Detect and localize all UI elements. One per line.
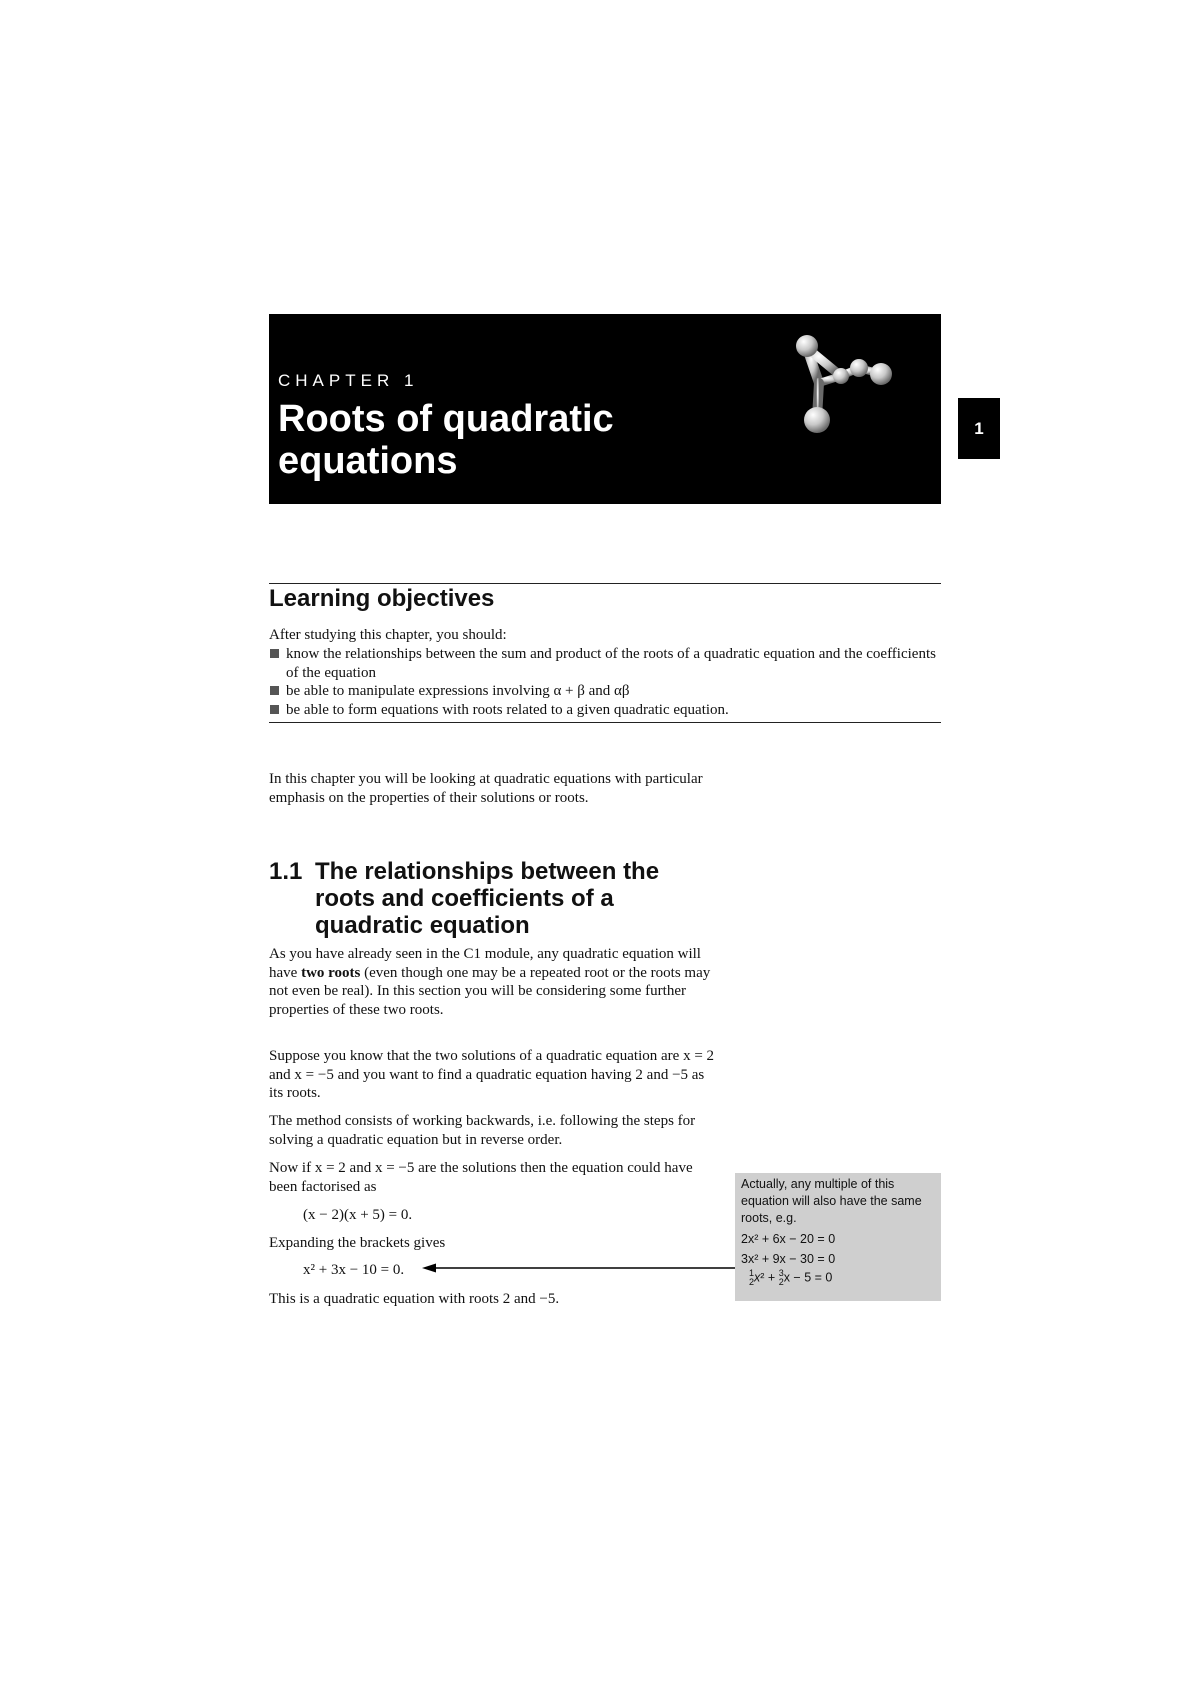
fraction-numerator: 1 xyxy=(749,1268,755,1278)
equation-tail: x − 5 = 0 xyxy=(783,1270,833,1285)
paragraph-factorised: Now if x = 2 and x = −5 are the solutions then the equation could have been factorised as xyxy=(269,1160,693,1195)
objectives-intro: After studying this chapter, you should: xyxy=(269,627,507,643)
equation-factorised: (x − 2)(x + 5) = 0. xyxy=(303,1207,413,1223)
paragraph-two-roots xyxy=(269,945,719,1019)
section-number: 1.1 xyxy=(269,858,303,885)
chapter-title: Roots of quadratic equations xyxy=(278,398,614,482)
paragraph-text: (even though one may be a repeated root or the roots may not even be real). In this section you will be considering some further properties of these two roots. xyxy=(269,964,711,1018)
objective-text: be able to form equations with roots related to a given quadratic equation. xyxy=(286,701,729,718)
arrow-left-icon xyxy=(422,1262,736,1274)
square-bullet-icon xyxy=(270,705,279,714)
equation-expanded: x² + 3x − 10 = 0. xyxy=(303,1262,405,1278)
variable-term: x² + xyxy=(754,1270,779,1285)
objectives-heading: Learning objectives xyxy=(269,585,495,612)
fraction-denominator: 2 xyxy=(749,1277,755,1287)
intro-paragraph: In this chapter you will be looking at quadratic equations with particular emphasis on the properties of their solutions or roots. xyxy=(269,771,703,806)
section-title: The relationships between the roots and coefficients of a quadratic equation xyxy=(315,858,660,939)
paragraph-method: The method consists of working backwards, i.e. following the steps for solving a quadratic equation but in reverse order. xyxy=(269,1113,696,1148)
objective-text: be able to manipulate expressions involving α + β and αβ xyxy=(286,683,630,699)
square-bullet-icon xyxy=(270,649,279,658)
side-note xyxy=(735,1173,941,1301)
objectives-list xyxy=(269,645,941,719)
side-note-equation: 2x² + 6x − 20 = 0 xyxy=(741,1232,836,1246)
paragraph-text: As you have already seen in the C1 module, any quadratic equation will have xyxy=(269,946,701,981)
page-number-tab: 1 xyxy=(958,398,1000,459)
side-note-equation: 3x² + 9x − 30 = 0 xyxy=(741,1252,836,1266)
paragraph-suppose: Suppose you know that the two solutions of a quadratic equation are x = 2 and x = −5 and you want to find a quadratic equation having 2 and −5 as its roots. xyxy=(269,1048,715,1101)
side-note-text: Actually, any multiple of this equation will also have the same roots, e.g. xyxy=(741,1177,922,1225)
square-bullet-icon xyxy=(270,686,279,695)
fraction-numerator: 3 xyxy=(778,1268,784,1278)
objective-text: know the relationships between the sum and product of the roots of a quadratic equation and the coefficients of the equation xyxy=(286,646,936,681)
fraction-denominator: 2 xyxy=(778,1277,784,1287)
paragraph-expanding: Expanding the brackets gives xyxy=(269,1235,446,1251)
paragraph-conclusion: This is a quadratic equation with roots 2 and −5. xyxy=(269,1291,560,1307)
side-note-equation xyxy=(749,1269,832,1287)
objective-item xyxy=(269,682,941,701)
objectives-bottom-rule xyxy=(269,722,941,723)
chapter-banner xyxy=(269,314,941,504)
molecule-icon xyxy=(789,328,899,440)
bold-term: two roots xyxy=(301,964,361,981)
objective-item xyxy=(269,645,941,682)
chapter-label: CHAPTER 1 xyxy=(278,371,419,390)
objective-item xyxy=(269,701,941,720)
